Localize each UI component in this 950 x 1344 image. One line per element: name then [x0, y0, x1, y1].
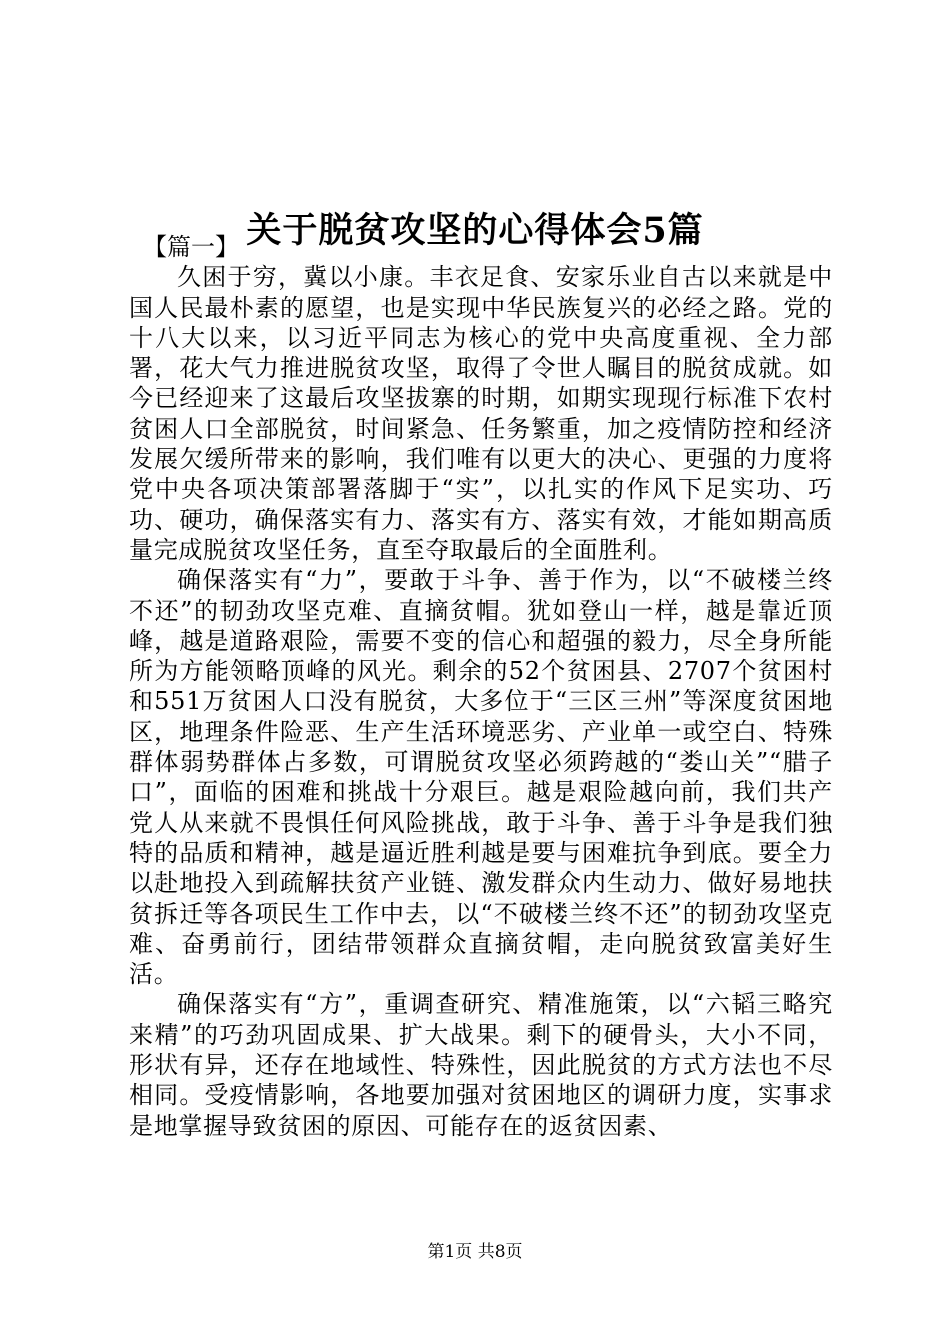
paragraph-1: 久困于穷，冀以小康。丰衣足食、安家乐业自古以来就是中国人民最朴素的愿望，也是实现中华民族复兴的必经之路。党的十八大以来，以习近平同志为核心的党中央高度重视、全力部署，花大气力推进脱贫攻坚，取得了令世人瞩目的脱贫成就。如今已经迎来了这最后攻坚拔寨的时期，如期实现现行标准下农村贫困人口全部脱贫，时间紧急、任务繁重，加之疫情防控和经济发展欠缓所带来的影响，我们唯有以更大的决心、更强的力度将党中央各项决策部署落脚于“实”，以扎实的作风下足实功、巧功、硬功，确保落实有力、落实有方、落实有效，才能如期高质量完成脱贫攻坚任务，直至夺取最后的全面胜利。 [129, 263, 833, 564]
page-footer: 第1页 共8页 [427, 1242, 523, 1262]
paragraph-2: 确保落实有“力”，要敢于斗争、善于作为，以“不破楼兰终不还”的韧劲攻坚克难、直摘贫帽。犹如登山一样，越是靠近顶峰，越是道路艰险，需要不变的信心和超强的毅力，尽全身所能所为方能领略顶峰的风光。剩余的52个贫困县、2707个贫困村和551万贫困人口没有脱贫，大多位于“三区三州”等深度贫困地区，地理条件险恶、生产生活环境恶劣、产业单一或空白、特殊群体弱势群体占多数，可谓脱贫攻坚必须跨越的“娄山关”“腊子口”，面临的困难和挑战十分艰巨。越是艰险越向前，我们共产党人从来就不畏惧任何风险挑战，敢于斗争、善于斗争是我们独特的品质和精神，越是逼近胜利越是要与困难抗争到底。要全力以赴地投入到疏解扶贫产业链、激发群众内生动力、做好易地扶贫拆迁等各项民生工作中去，以“不破楼兰终不还”的韧劲攻坚克难、奋勇前行，团结带领群众直摘贫帽，走向脱贫致富美好生活。 [129, 566, 833, 989]
section-label: 【篇一】 [143, 233, 239, 261]
paragraph-3: 确保落实有“方”，重调查研究、精准施策，以“六韬三略究来精”的巧劲巩固成果、扩大战果。剩下的硬骨头，大小不同，形状有异，还存在地域性、特殊性，因此脱贫的方式方法也不尽相同。受疫情影响，各地要加强对贫困地区的调研力度，实事求是地掌握导致贫困的原因、可能存在的返贫因素、 [129, 990, 833, 1140]
document-title: 关于脱贫攻坚的心得体会5篇 [246, 210, 704, 252]
document-body [129, 232, 833, 1141]
